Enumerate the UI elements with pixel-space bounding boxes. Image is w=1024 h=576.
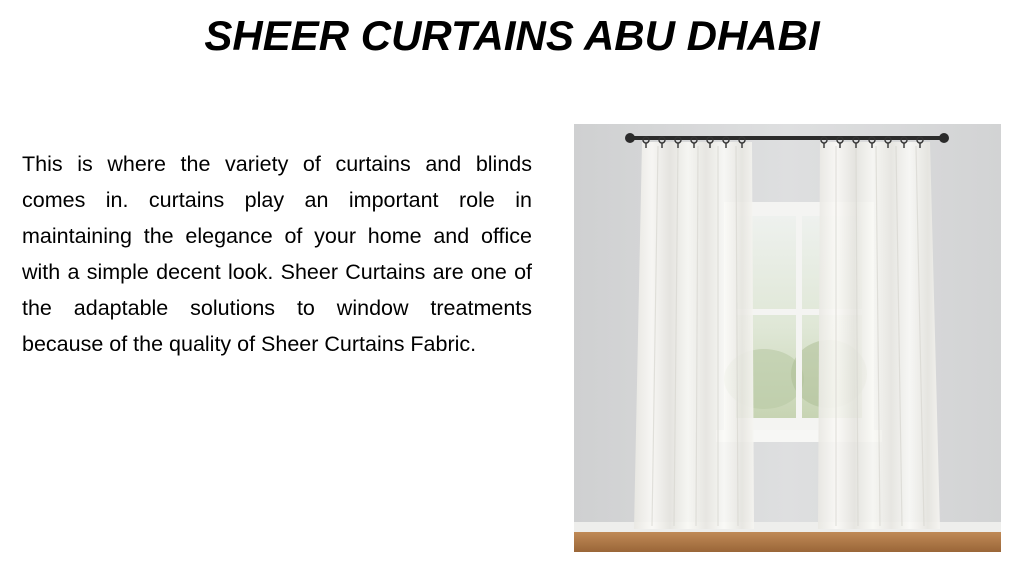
rod-finial-right (939, 133, 949, 143)
wood-floor (574, 532, 1001, 552)
rod-finial-left (625, 133, 635, 143)
curtain-photo-illustration (574, 124, 1001, 552)
curtain-photo (574, 124, 1001, 552)
slide-title: SHEER CURTAINS ABU DHABI (204, 12, 820, 59)
body-paragraph: This is where the variety of curtains and blinds comes in. curtains play an important role in maintaining the elegance of your home and office with a simple decent look. Sheer Curtains are one of the adaptable solutions to window treatments because of the quality of Sheer Curtains Fabric. (22, 152, 532, 356)
